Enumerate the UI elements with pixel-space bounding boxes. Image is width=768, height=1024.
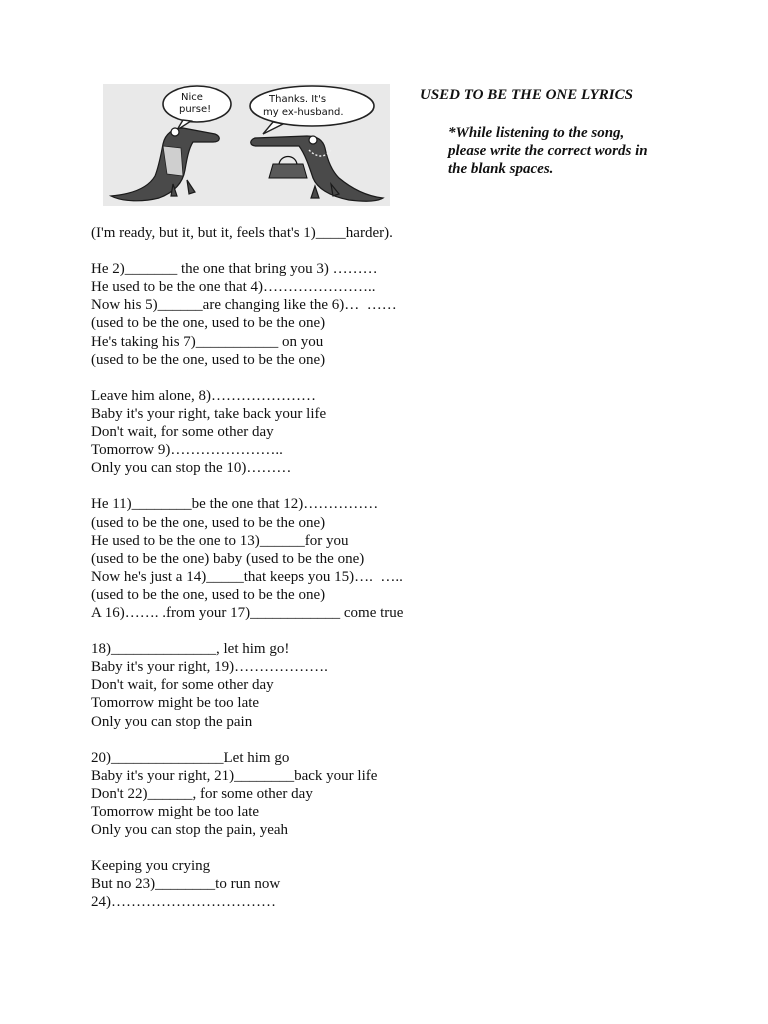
lyric-line: He's taking his 7)___________ on you — [91, 333, 324, 350]
lyric-line: He 11)________be the one that 12)…………… — [91, 496, 379, 513]
lyric-line: Don't wait, for some other day — [91, 677, 274, 694]
stanza-gap — [91, 731, 403, 749]
lyric-line: (used to be the one, used to be the one) — [91, 351, 326, 368]
lyric-line: (used to be the one, used to be the one) — [91, 586, 326, 603]
lyric-line: Only you can stop the pain, yeah — [91, 822, 289, 839]
left-bubble-line-1: Nice — [181, 92, 203, 103]
lyric-line: He 2)_______ the one that bring you 3) ……… — [91, 261, 378, 278]
lyric-line: Leave him alone, 8)………………… — [91, 387, 316, 404]
lyric-line: Only you can stop the 10)……… — [91, 460, 292, 477]
stanza-gap — [91, 369, 403, 387]
lyric-line: Tomorrow might be too late — [91, 804, 260, 820]
lyric-line: Tomorrow 9)………………….. — [91, 442, 283, 459]
lyric-line: 18)______________, let him go! — [91, 641, 290, 658]
lyric-line: Now he's just a 14)_____that keeps you 15)…. ….. — [91, 568, 403, 585]
lyric-line: (I'm ready, but it, but it, feels that's 1)____harder). — [91, 225, 393, 241]
stanza-gap — [91, 242, 403, 260]
right-bubble-line-1: Thanks. It's — [269, 94, 327, 105]
lyric-line: Only you can stop the pain — [91, 713, 253, 730]
worksheet-title: USED TO BE THE ONE LYRICS — [420, 87, 633, 103]
instructions-line-1: *While listening to the song, — [448, 125, 625, 141]
lyric-line: (used to be the one, used to be the one) — [91, 315, 326, 332]
lyrics-body — [91, 224, 403, 912]
right-bubble-line-2: my ex-husband. — [263, 107, 344, 118]
lyric-line: Don't wait, for some other day — [91, 424, 274, 441]
lyric-line: Don't 22)______, for some other day — [91, 785, 313, 802]
lyric-line: Baby it's your right, 21)________back your life — [91, 767, 378, 784]
crocodile-cartoon-image — [103, 84, 390, 206]
lyric-line: 20)_______________Let him go — [91, 749, 290, 766]
lyric-line: Baby it's your right, 19)………………. — [91, 659, 328, 676]
lyric-line: (used to be the one) baby (used to be the one) — [91, 550, 365, 567]
lyric-line: Tomorrow might be too late — [91, 695, 260, 712]
lyric-line: (used to be the one, used to be the one) — [91, 514, 326, 531]
instructions — [448, 124, 648, 178]
instructions-line-3: the blank spaces. — [448, 161, 554, 177]
stanza-gap — [91, 839, 403, 857]
crocodile-cartoon-icon — [103, 84, 390, 206]
lyric-line: Now his 5)______are changing like the 6)… …… — [91, 297, 397, 314]
stanza-gap — [91, 477, 403, 495]
left-bubble-line-2: purse! — [179, 104, 212, 115]
lyric-line: He used to be the one that 4)………………….. — [91, 279, 376, 296]
stanza-gap — [91, 622, 403, 640]
lyric-line: Keeping you crying — [91, 858, 211, 875]
lyric-line: Baby it's your right, take back your life — [91, 405, 327, 422]
lyric-line: 24)…………………………… — [91, 894, 276, 911]
lyric-line: A 16)……. .from your 17)____________ come true — [91, 604, 404, 621]
lyric-line: But no 23)________to run now — [91, 876, 281, 893]
lyric-line: He used to be the one to 13)______for you — [91, 532, 349, 549]
instructions-line-2: please write the correct words in — [448, 143, 648, 159]
